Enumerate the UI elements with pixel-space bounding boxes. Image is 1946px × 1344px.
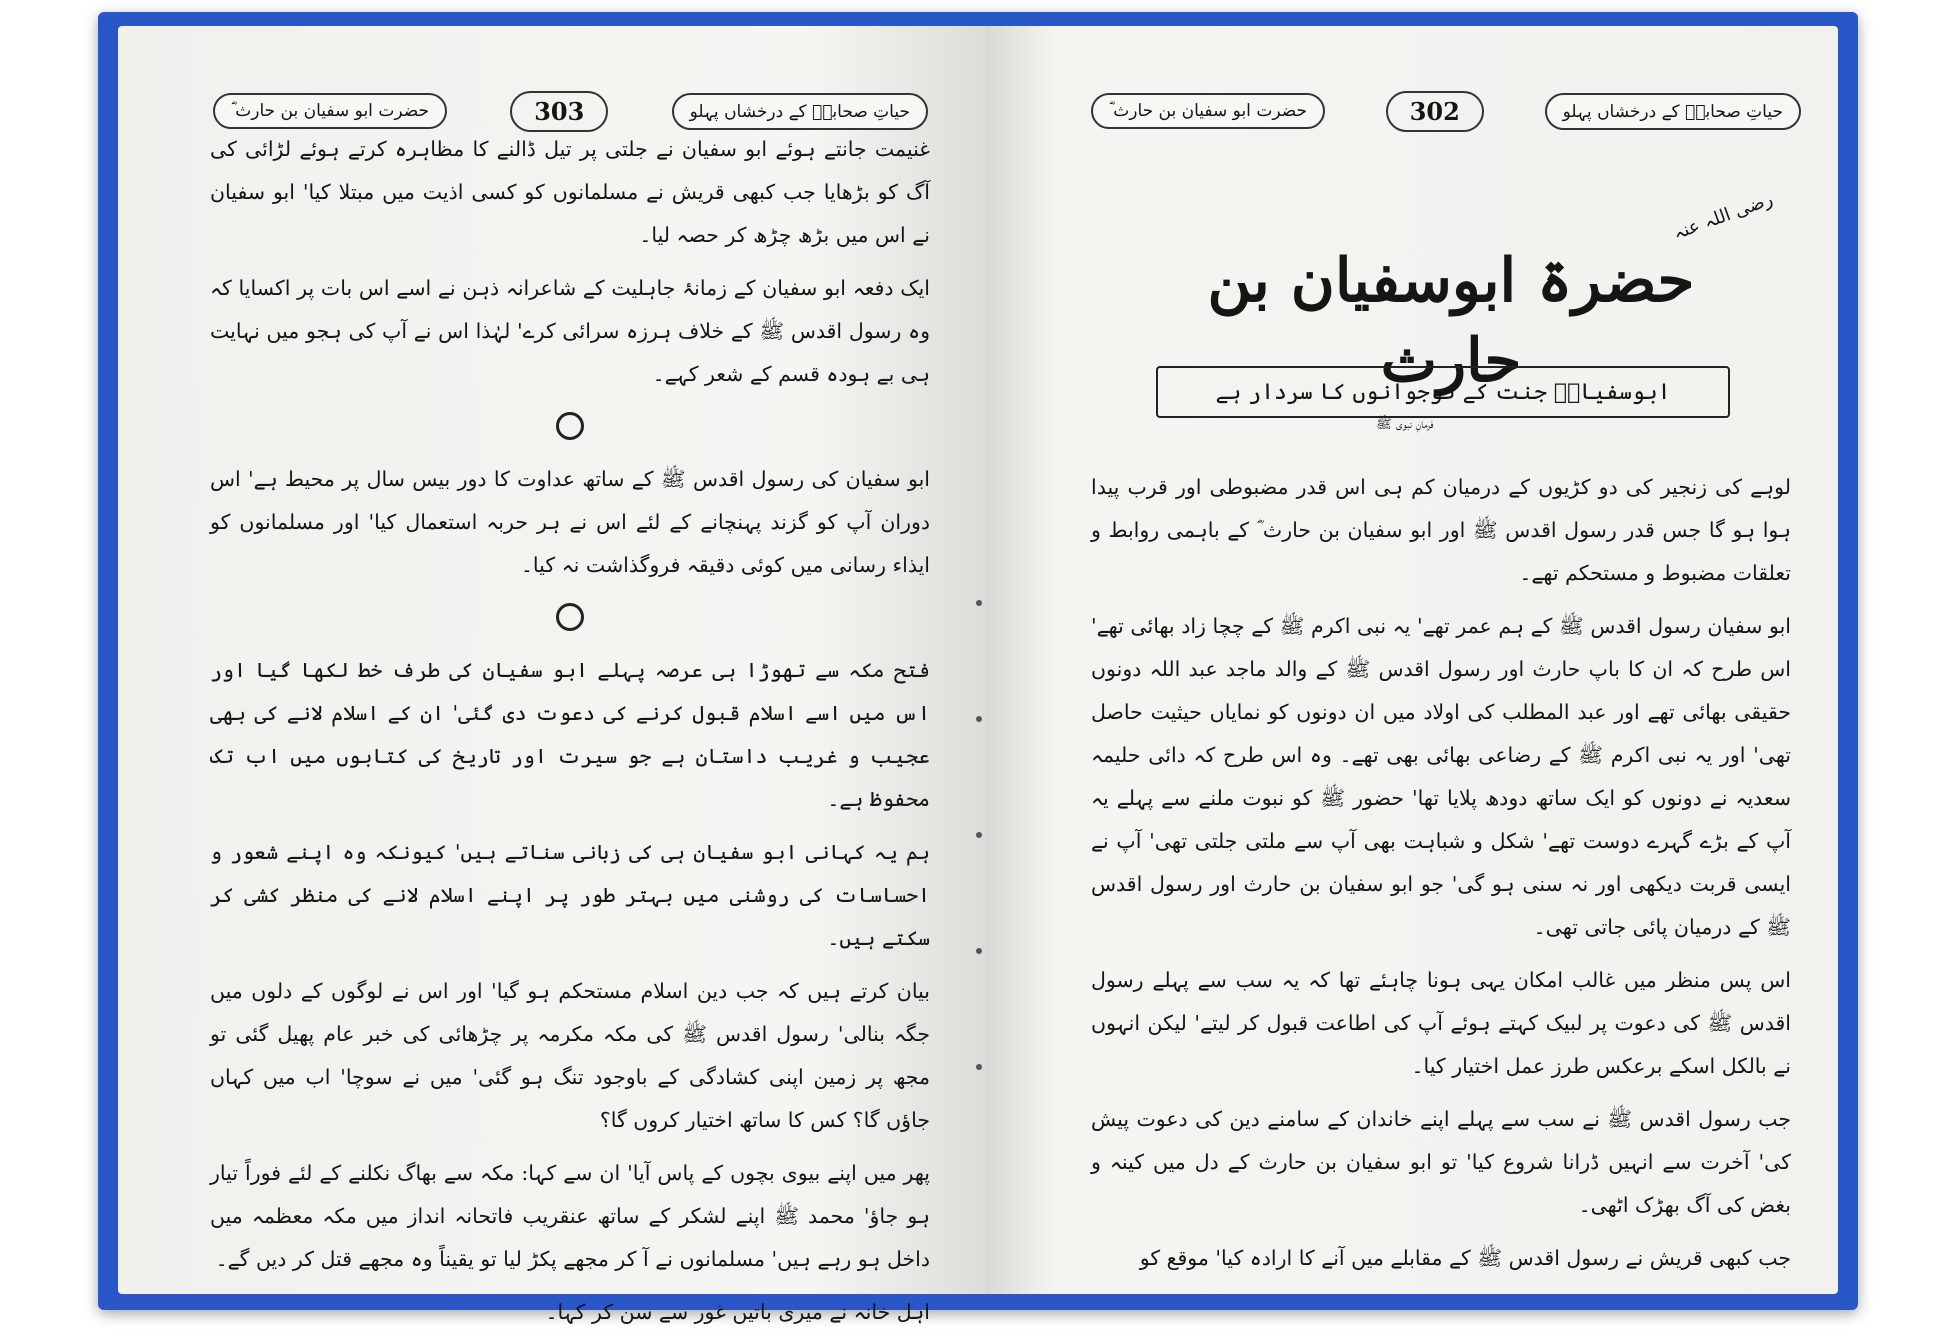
- left-page-body: [210, 128, 930, 1344]
- paragraph: ایک دفعہ ابو سفیان کے زمانۂ جاہلیت کے شاعرانہ ذہن نے اسے اس بات پر اکسایا کہ وہ رسول اقدس ﷺ کے خلاف ہرزہ سرائی کرے' لہٰذا اس نے آپ کی ہجو میں نہایت ہی بے ہودہ قسم کے شعر کہے۔: [210, 276, 930, 386]
- stitch-hole: [976, 832, 982, 838]
- page-number: 303: [510, 91, 608, 132]
- paragraph: اہل خانہ نے میری باتیں غور سے سن کر کہا۔: [545, 1300, 930, 1324]
- quote-box: [1156, 366, 1730, 418]
- header-book-title: حیاتِ صحابہؓ کے درخشاں پہلو: [672, 93, 928, 130]
- paragraph: اس پس منظر میں غالب امکان یہی ہونا چاہئے تھا کہ یہ سب سے پہلے رسول اقدس ﷺ کی دعوت پر لبیک کہتے ہوئے آپ کی اطاعت قبول کر لیتے' لیکن انہوں نے بالکل اسکے برعکس طرز عمل اختیار کیا۔: [1091, 968, 1791, 1078]
- quote-source: فرمانِ نبوی ﷺ: [1376, 417, 1434, 432]
- honorific-text: رضی اللہ عنہ: [1670, 188, 1776, 245]
- stitch-hole: [976, 948, 982, 954]
- right-page: [986, 26, 1838, 1294]
- paragraph: فتح مکہ سے تھوڑا ہی عرصہ پہلے ابو سفیان کی طرف خط لکھا گیا اور اس میں اسے اسلام قبول کرنے کی دعوت دی گئی' ان کے اسلام لانے کی بھی عجیب و غریب داستان ہے جو سیرت اور تاریخ کی کتابوں میں اب تک محفوظ ہے۔: [210, 658, 930, 811]
- left-page: [118, 26, 986, 1324]
- right-page-body: [1091, 466, 1791, 1290]
- page-header: [1091, 88, 1801, 134]
- section-divider-circle: [556, 603, 584, 631]
- binding-stitches: [976, 600, 996, 1300]
- paragraph: ابو سفیان رسول اقدس ﷺ کے ہم عمر تھے' یہ نبی اکرم ﷺ کے چچا زاد بھائی تھے' اس طرح کہ ان کا باپ حارث اور رسول اقدس ﷺ کے والد ماجد عبد اللہ دونوں حقیقی بھائی تھے اور عبد المطلب کی اولاد میں ان دونوں کو نمایاں حیثیت حاصل تھی' اور یہ نبی اکرم ﷺ کے رضاعی بھائی بھی تھے۔ وہ اس طرح کہ دائی حلیمہ سعدیہ نے دونوں کو ایک ساتھ دودھ پلایا تھا' حضور ﷺ کو نبوت ملنے سے پہلے یہ آپ کے بڑے گہرے دوست تھے' شکل و شباہت بھی آپ سے ملتی جلتی تھی' آپ نے ایسی قربت دیکھی اور نہ سنی ہو گی' جو ابو سفیان بن حارث اور رسول اقدس ﷺ کے درمیان پائی جاتی تھی۔: [1091, 614, 1791, 939]
- paragraph: بیان کرتے ہیں کہ جب دین اسلام مستحکم ہو گیا' اور اس نے لوگوں کے دلوں میں جگہ بنالی' رسول اقدس ﷺ کی مکہ مکرمہ پر چڑھائی کی خبر عام پھیل گئی تو مجھ پر زمین اپنی کشادگی کے باوجود تنگ ہو گئی' میں نے سوچا' اب میں کہاں جاؤں گا؟ کس کا ساتھ اختیار کروں گا؟: [210, 979, 930, 1132]
- page-number: 302: [1386, 91, 1484, 132]
- paragraph: جب رسول اقدس ﷺ نے سب سے پہلے اپنے خاندان کے سامنے دین کی دعوت پیش کی' آخرت سے انہیں ڈرانا شروع کیا' تو ابو سفیان بن حارث کے دل میں کینہ و بغض کی آگ بھڑک اٹھی۔: [1091, 1107, 1791, 1217]
- stitch-hole: [976, 1064, 982, 1070]
- chapter-title: حضرۃ ابوسفیان بن حارث: [1207, 246, 1695, 396]
- paragraph: ہم یہ کہانی ابو سفیان ہی کی زبانی سناتے ہیں' کیونکہ وہ اپنے شعور و احساسات کی روشنی میں بہتر طور پر اپنے اسلام لانے کی منظر کشی کر سکتے ہیں۔: [210, 840, 930, 950]
- paragraph: غنیمت جانتے ہوئے ابو سفیان نے جلتی پر تیل ڈالنے کا مظاہرہ کرتے ہوئے لڑائی کی آگ کو بڑھایا جب کبھی قریش نے مسلمانوں کو کسی اذیت میں مبتلا کیا' ابو سفیان نے اس میں بڑھ چڑھ کر حصہ لیا۔: [210, 137, 930, 247]
- header-chapter-title: حضرت ابو سفیان بن حارث ؓ: [213, 93, 447, 129]
- stitch-hole: [976, 716, 982, 722]
- paragraph: ابو سفیان کی رسول اقدس ﷺ کے ساتھ عداوت کا دور بیس سال پر محیط ہے' اس دوران آپ کو گزند پہنچانے کے لئے اس نے ہر حربہ استعمال کیا' اور مسلمانوں کو ایذاء رسانی میں کوئی دقیقہ فروگذاشت نہ کیا۔: [210, 467, 930, 577]
- stitch-hole: [976, 600, 982, 606]
- quote-text: ابوسفیانؓ جنت کے نوجوانوں کا سردار ہے: [1215, 379, 1671, 405]
- paragraph: پھر میں اپنے بیوی بچوں کے پاس آیا' ان سے کہا: مکہ سے بھاگ نکلنے کے لئے فوراً تیار ہو جاؤ' محمد ﷺ اپنے لشکر کے ساتھ عنقریب فاتحانہ انداز میں مکہ معظمہ میں داخل ہو رہے ہیں' مسلمانوں نے آ کر مجھے پکڑ لیا تو یقیناً وہ مجھے قتل کر دیں گے۔: [210, 1161, 930, 1271]
- paragraph: لوہے کی زنجیر کی دو کڑیوں کے درمیان کم ہی اس قدر مضبوطی اور قرب پیدا ہوا ہو گا جس قدر رسول اقدس ﷺ اور ابو سفیان بن حارث ؓ کے باہمی روابط و تعلقات مضبوط و مستحکم تھے۔: [1091, 475, 1791, 585]
- header-chapter-title: حضرت ابو سفیان بن حارث ؓ: [1091, 93, 1325, 129]
- section-divider-circle: [556, 412, 584, 440]
- header-book-title: حیاتِ صحابہؓ کے درخشاں پہلو: [1545, 93, 1801, 130]
- paragraph: جب کبھی قریش نے رسول اقدس ﷺ کے مقابلے میں آنے کا ارادہ کیا' موقع کو: [1139, 1246, 1791, 1270]
